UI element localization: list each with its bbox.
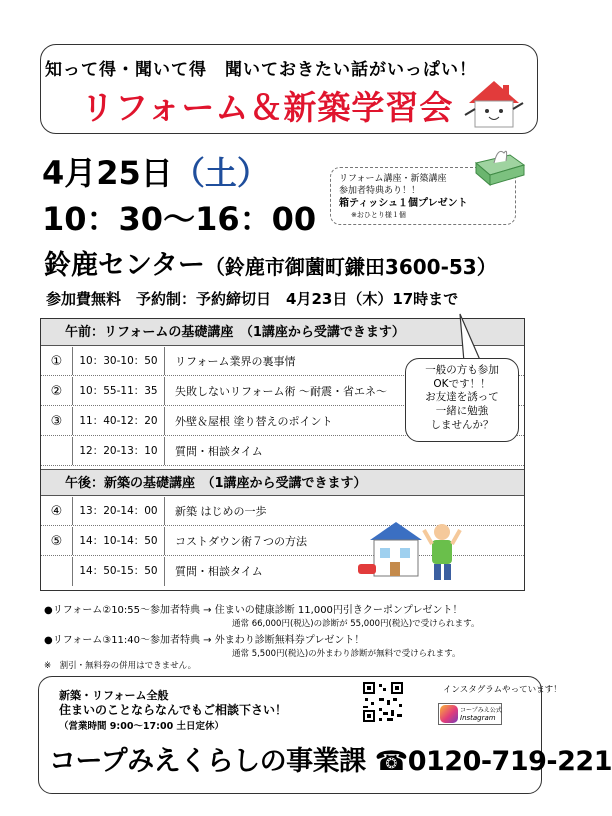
row-number: ⑤ [41, 527, 73, 555]
date-text: 4月25日 [42, 154, 173, 192]
bubble-tail [458, 314, 482, 362]
note-3: ※ 割引・無料券の併用はできません。 [44, 661, 197, 671]
row-time: 10：30-10：50 [73, 347, 165, 375]
row-time: 10：55-11：35 [73, 377, 165, 405]
afternoon-section-header: 午後：新築の基礎講座 （1講座から受講できます） [41, 469, 524, 496]
morning-section-header: 午前：リフォームの基礎講座 （1講座から受講できます） [41, 319, 524, 346]
event-time: 10：30〜16：00 [42, 200, 317, 238]
footer-box [38, 676, 612, 794]
weekday-text: （土） [172, 154, 269, 192]
header-box [40, 44, 538, 134]
row-title: 新築 はじめの一歩 [175, 505, 267, 518]
row-number: ③ [41, 407, 73, 435]
row-number [41, 437, 73, 465]
family-house-illustration [356, 512, 471, 582]
company-phone-line [49, 739, 612, 778]
qr-code[interactable] [361, 680, 405, 724]
instagram-word: Instagram [460, 714, 496, 722]
row-time: 14：10-14：50 [73, 527, 165, 555]
row-title: 質問・相談タイム [175, 445, 263, 458]
footer-line-2: 住まいのことならなんでもご相談下さい！ [59, 703, 288, 717]
row-time: 12：20-13：10 [73, 437, 165, 465]
row-title: コストダウン術７つの方法 [175, 535, 307, 548]
row-title: 外壁＆屋根 塗り替えのポイント [175, 415, 333, 428]
row-time: 11：40-12：20 [73, 407, 165, 435]
bubble-line-4: 一緒に勉強 [435, 404, 489, 417]
footer-line-1: 新築・リフォーム全般 [59, 689, 169, 702]
gift-line-1: リフォーム講座・新築講座 [339, 174, 447, 184]
row-title: 失敗しないリフォーム術 〜耐震・省エネ〜 [175, 385, 387, 398]
main-title: リフォーム＆新築学習会 [81, 88, 454, 127]
note-2-sub: 通常 5,500円(税込)の外まわり診断が無料で受けられます。 [232, 649, 461, 659]
business-hours: （営業時間 9:00〜17:00 土日定休） [59, 721, 224, 732]
fee-reservation-line: 参加費無料 予約制：予約締切日 4月23日（木）17時まで [46, 290, 459, 308]
tagline: 知って得・聞いて得 聞いておきたい話がいっぱい！ [45, 60, 477, 80]
bubble-line-1: 一般の方も参加 [425, 364, 499, 376]
row-number [41, 557, 73, 586]
note-2: ●リフォーム③11:40〜参加者特典 → 外まわり診断無料券プレゼント！ [44, 635, 365, 646]
event-date [42, 148, 269, 194]
bubble-line-5: しませんか？ [430, 418, 494, 431]
venue-address: （鈴鹿市御薗町鎌田3600-53） [204, 255, 497, 279]
row-time: 13：20-14：00 [73, 497, 165, 525]
tissue-box-icon [470, 145, 528, 187]
gift-line-4: ※おひとり様１個 [351, 210, 406, 219]
row-number: ① [41, 347, 73, 375]
gift-line-3: 箱ティッシュ１個プレゼント [339, 198, 468, 210]
row-title: 質問・相談タイム [175, 565, 263, 578]
note-1-sub: 通常 66,000円(税込)の診断が 55,000円(税込)で受けられます。 [232, 619, 480, 629]
phone-number[interactable]: 0120-719-221 [407, 746, 612, 777]
speech-bubble [405, 358, 519, 442]
bubble-line-3: お友達を誘って [425, 391, 499, 404]
instagram-icon [440, 705, 458, 723]
row-title: リフォーム業界の裏事情 [175, 355, 296, 368]
phone-icon: ☎ [374, 746, 408, 777]
house-illustration [461, 77, 527, 131]
gift-line-2: 参加者特典あり！！ [339, 186, 421, 197]
bubble-line-2: OKです！！ [433, 377, 491, 390]
row-time: 14：50-15：50 [73, 557, 165, 586]
row-number: ④ [41, 497, 73, 525]
event-venue [44, 243, 497, 282]
venue-name: 鈴鹿センター [44, 250, 205, 281]
company-name: コープみえくらしの事業課 [49, 746, 366, 777]
instagram-label: インスタグラムやっています！ [443, 685, 562, 695]
instagram-account: コープみえ公式 [460, 707, 502, 714]
note-1: ●リフォーム②10:55〜参加者特典 → 住まいの健康診断 11,000円引きクーポンプレゼント！ [44, 605, 463, 616]
row-number: ② [41, 377, 73, 405]
